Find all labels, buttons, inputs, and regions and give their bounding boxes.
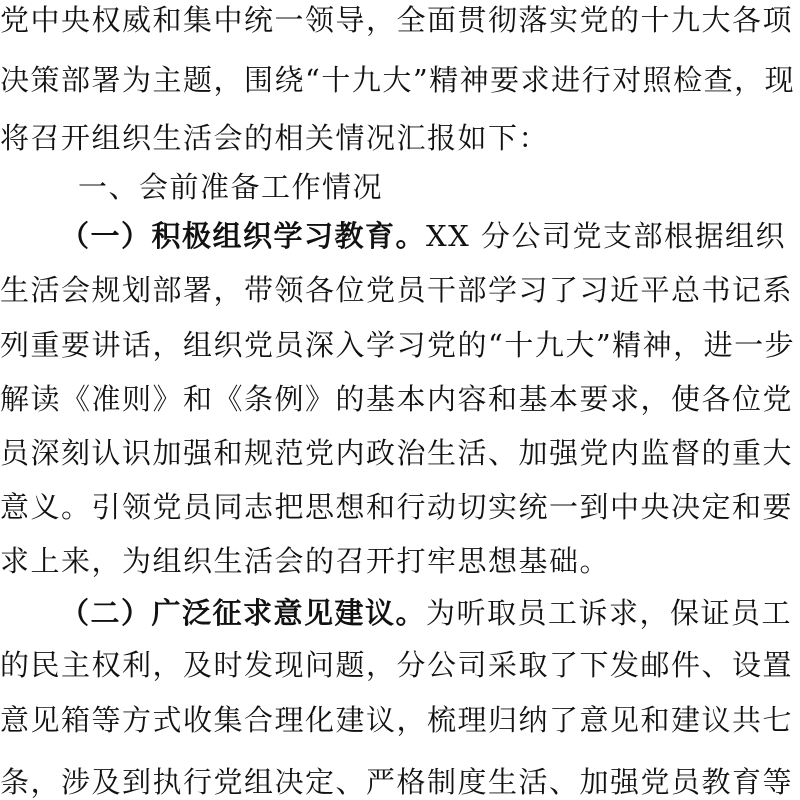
subsection-text: XX 分公司党支部根据组织 bbox=[426, 219, 787, 253]
text-line: 的民主权利，及时发现问题，分公司采取了下发邮件、设置 bbox=[0, 648, 794, 682]
text-line: 求上来，为组织生活会的召开打牢思想基础。 bbox=[0, 544, 611, 578]
subsection-heading: （一）积极组织学习教育。 bbox=[60, 219, 427, 253]
text-line: 意义。引领党员同志把思想和行动切实统一到中央决定和要 bbox=[0, 490, 794, 524]
text-line: 将召开组织生活会的相关情况汇报如下： bbox=[0, 121, 550, 155]
text-line: 意见箱等方式收集合理化建议，梳理归纳了意见和建议共七 bbox=[0, 703, 794, 737]
subsection-text: 为听取员工诉求，保证员工 bbox=[426, 596, 793, 630]
text-line: 党中央权威和集中统一领导，全面贯彻落实党的十九大各项 bbox=[0, 3, 794, 37]
text-line: 条，涉及到执行党组决定、严格制度生活、加强党员教育等 bbox=[0, 765, 794, 799]
text-line: 生活会规划部署，带领各位党员干部学习了习近平总书记系 bbox=[0, 273, 794, 307]
subsection-line bbox=[60, 218, 800, 254]
section-heading: 一、会前准备工作情况 bbox=[78, 170, 384, 204]
text-line: 员深刻认识加强和规范党内政治生活、加强党内监督的重大 bbox=[0, 436, 794, 470]
text-line: 列重要讲话，组织党员深入学习党的“十九大”精神，进一步 bbox=[0, 328, 796, 362]
subsection-line bbox=[60, 595, 800, 631]
subsection-heading: （二）广泛征求意见建议。 bbox=[60, 596, 427, 630]
text-line: 解读《准则》和《条例》的基本内容和基本要求，使各位党 bbox=[0, 382, 794, 416]
text-line: 决策部署为主题，围绕“十九大”精神要求进行对照检查，现 bbox=[0, 63, 796, 97]
